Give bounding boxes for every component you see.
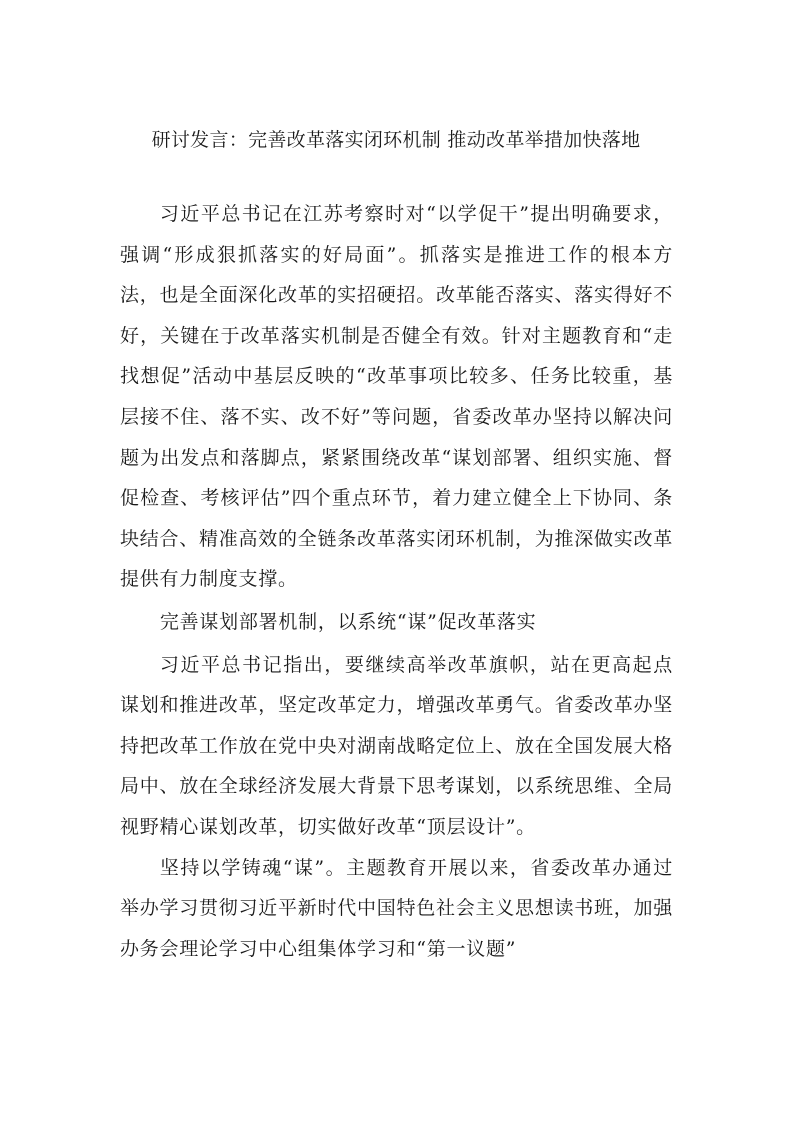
document-title: 研讨发言：完善改革落实闭环机制 推动改革举措加快落地 [151,129,641,151]
paragraph-planning: 习近平总书记指出，要继续高举改革旗帜，站在更高起点谋划和推进改革，坚定改革定力，增强改革勇气。省委改革办坚持把改革工作放在党中央对湖南战略定位上、放在全国发展大格局中、放在全球经济发展大背景下思考谋划，以系统思维、全局视野精心谋划改革，切实做好改革“顶层设计”。 [120,653,674,838]
paragraph-study: 坚持以学铸魂“谋”。主题教育开展以来，省委改革办通过举办学习贯彻习近平新时代中国特色社会主义思想读书班，加强办务会理论学习中心组集体学习和“第一议题” [120,856,674,960]
paragraph-intro: 习近平总书记在江苏考察时对“以学促干”提出明确要求，强调“形成狠抓落实的好局面”。抓落实是推进工作的根本方法，也是全面深化改革的实招硬招。改革能否落实、落实得好不好，关键在于改革落实机制是否健全有效。针对主题教育和“走找想促”活动中基层反映的“改革事项比较多、任务比较重，基层接不住、落不实、改不好”等问题，省委改革办坚持以解决问题为出发点和落脚点，紧紧围绕改革“谋划部署、组织实施、督促检查、考核评估”四个重点环节，着力建立健全上下协同、条块结合、精准高效的全链条改革落实闭环机制，为推深做实改革提供有力制度支撑。 [120,203,674,591]
section-heading: 完善谋划部署机制，以系统“谋”促改革落实 [159,610,537,633]
document-body [120,194,673,969]
